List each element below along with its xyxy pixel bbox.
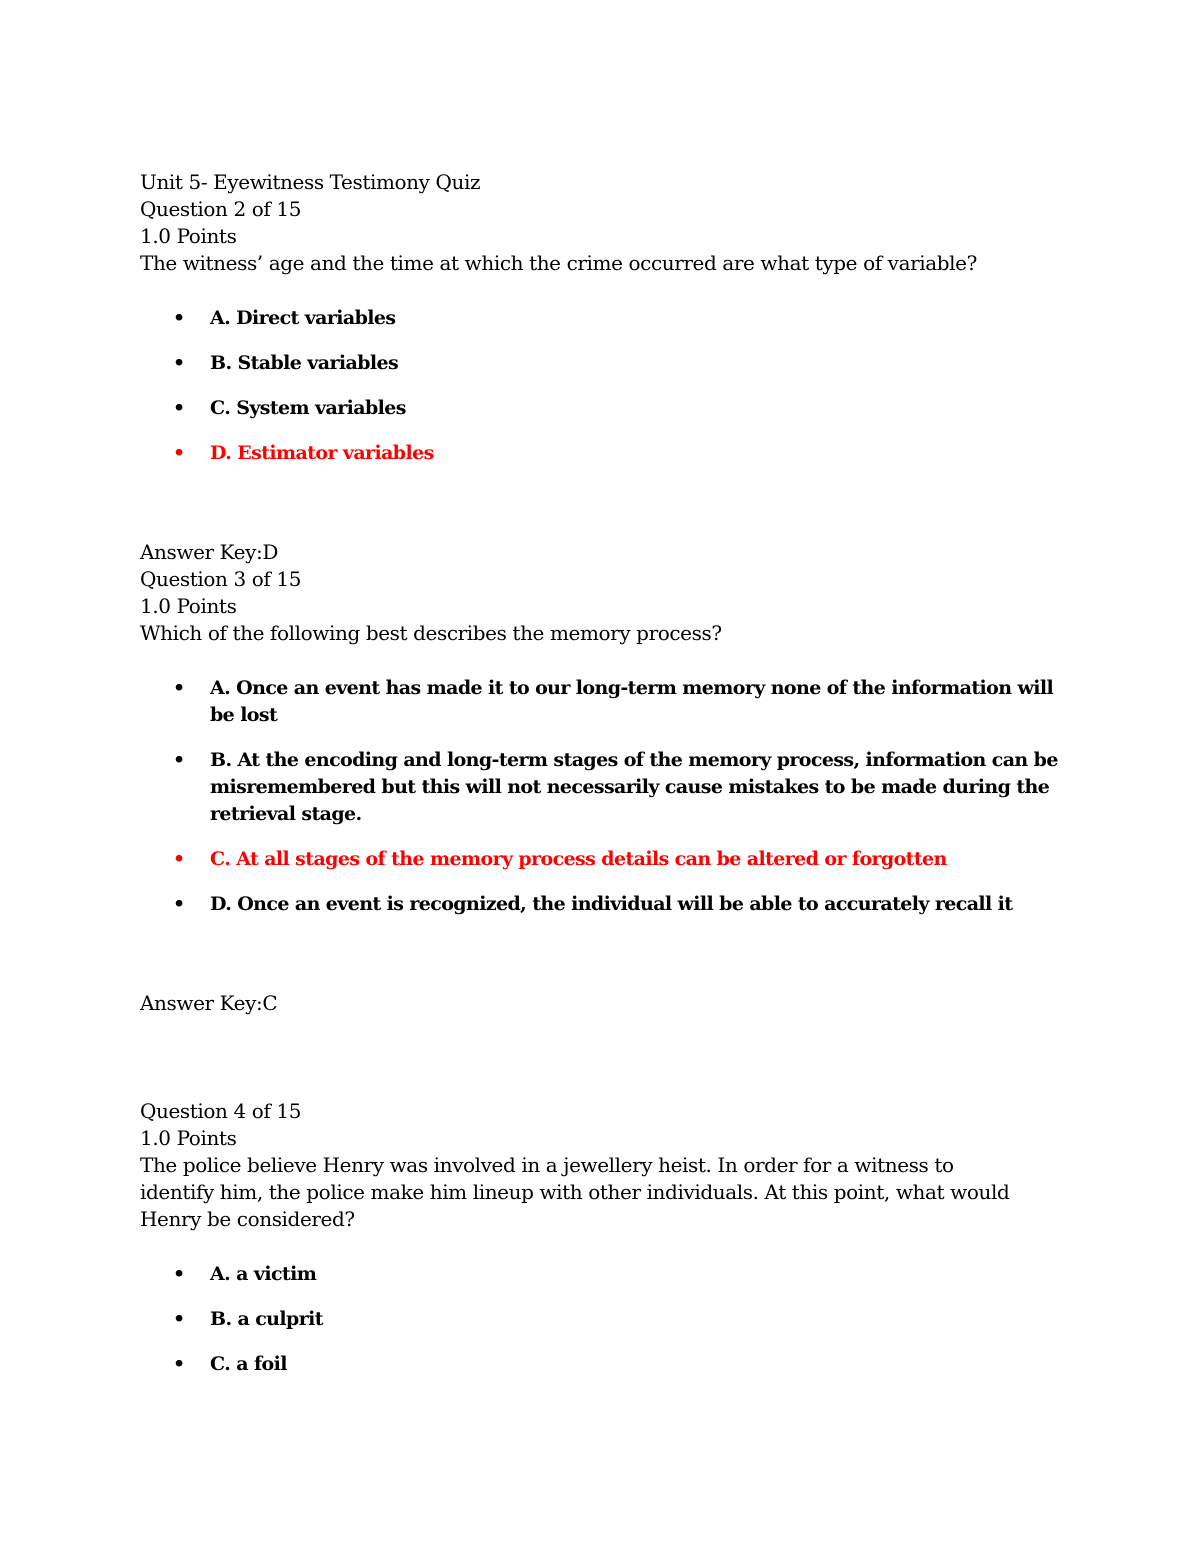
answer-options xyxy=(140,1261,1060,1378)
option-text: B. Stable variables xyxy=(210,352,399,374)
option-text: A. a victim xyxy=(210,1263,317,1285)
bullet-icon: • xyxy=(173,307,185,329)
bullet-icon: • xyxy=(173,397,185,419)
bullet-icon: • xyxy=(173,893,185,915)
bullet-icon: • xyxy=(173,848,185,870)
question-block xyxy=(140,1098,1060,1378)
question-text: The police believe Henry was involved in a jewellery heist. In order for a witness to identify him, the police make him lineup with other individuals. At this point, what would Henry be considered? xyxy=(140,1153,1010,1231)
question-text: The witness’ age and the time at which the crime occurred are what type of variable? xyxy=(140,251,977,275)
quiz-content xyxy=(140,169,1060,1378)
quiz-title: Unit 5- Eyewitness Testimony Quiz xyxy=(140,170,481,194)
answer-key: Answer Key:D xyxy=(140,540,278,564)
option-text: A. Direct variables xyxy=(210,307,396,329)
option-text: C. System variables xyxy=(210,397,406,419)
bullet-icon: • xyxy=(173,442,185,464)
answer-option-correct xyxy=(140,440,1060,467)
question-block xyxy=(140,196,1060,566)
option-text: D. Once an event is recognized, the individual will be able to accurately recall it xyxy=(210,893,1013,915)
answer-options xyxy=(140,305,1060,467)
answer-option xyxy=(140,350,1060,377)
question-points: 1.0 Points xyxy=(140,1126,237,1150)
option-text: B. At the encoding and long-term stages of the memory process, information can be misremembered but this will not necessarily cause mistakes to be made during the retrieval stage. xyxy=(210,749,1058,825)
option-text: D. Estimator variables xyxy=(210,442,434,464)
question-points: 1.0 Points xyxy=(140,224,237,248)
option-text: C. a foil xyxy=(210,1353,287,1375)
question-number: Question 2 of 15 xyxy=(140,197,302,221)
answer-options xyxy=(140,675,1060,918)
bullet-icon: • xyxy=(173,677,185,699)
answer-option xyxy=(140,395,1060,422)
bullet-icon: • xyxy=(173,352,185,374)
bullet-icon: • xyxy=(173,1353,185,1375)
answer-option xyxy=(140,891,1060,918)
option-text: A. Once an event has made it to our long-term memory none of the information will be lost xyxy=(210,677,1054,726)
question-number: Question 3 of 15 xyxy=(140,567,302,591)
answer-option xyxy=(140,1306,1060,1333)
answer-option xyxy=(140,675,1060,729)
question-points: 1.0 Points xyxy=(140,594,237,618)
answer-option-correct xyxy=(140,846,1060,873)
answer-option xyxy=(140,1351,1060,1378)
question-number: Question 4 of 15 xyxy=(140,1099,302,1123)
bullet-icon: • xyxy=(173,1263,185,1285)
question-text: Which of the following best describes the memory process? xyxy=(140,621,722,645)
answer-option xyxy=(140,305,1060,332)
question-block xyxy=(140,566,1060,1017)
answer-key: Answer Key:C xyxy=(140,991,278,1015)
option-text: B. a culprit xyxy=(210,1308,323,1330)
bullet-icon: • xyxy=(173,749,185,771)
option-text: C. At all stages of the memory process details can be altered or forgotten xyxy=(210,848,947,870)
bullet-icon: • xyxy=(173,1308,185,1330)
answer-option xyxy=(140,747,1060,828)
answer-option xyxy=(140,1261,1060,1288)
